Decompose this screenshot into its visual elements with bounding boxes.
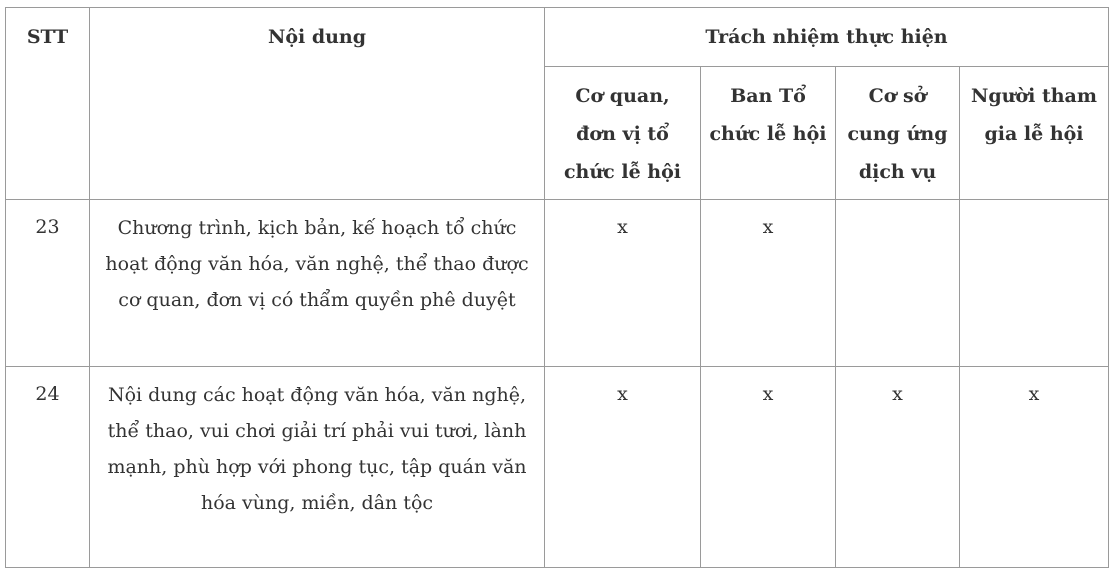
- responsibility-table: [5, 7, 1109, 568]
- mark-organizing-agency: x: [545, 200, 701, 367]
- header-participants: Người tham gia lễ hội: [960, 67, 1109, 200]
- row-stt: 24: [6, 367, 90, 568]
- table-row: [6, 200, 1109, 367]
- header-organizing-agency: Cơ quan, đơn vị tổ chức lễ hội: [545, 67, 701, 200]
- header-row-1: [6, 8, 1109, 67]
- mark-service-provider: x: [836, 367, 960, 568]
- row-content: Nội dung các hoạt động văn hóa, văn nghệ, thể thao, vui chơi giải trí phải vui tươi, lành mạnh, phù hợp với phong tục, tập quán văn hóa vùng, miền, dân tộc: [90, 367, 545, 568]
- mark-organizing-committee: x: [701, 367, 836, 568]
- mark-organizing-committee: x: [701, 200, 836, 367]
- header-content: Nội dung: [90, 8, 545, 200]
- header-organizing-committee: Ban Tổ chức lễ hội: [701, 67, 836, 200]
- mark-participants: x: [960, 367, 1109, 568]
- header-service-provider: Cơ sở cung ứng dịch vụ: [836, 67, 960, 200]
- header-responsibility: Trách nhiệm thực hiện: [545, 8, 1109, 67]
- row-stt: 23: [6, 200, 90, 367]
- mark-organizing-agency: x: [545, 367, 701, 568]
- mark-participants: [960, 200, 1109, 367]
- row-content: Chương trình, kịch bản, kế hoạch tổ chức hoạt động văn hóa, văn nghệ, thể thao được cơ quan, đơn vị có thẩm quyền phê duyệt: [90, 200, 545, 367]
- header-stt: STT: [6, 8, 90, 200]
- table-row: [6, 367, 1109, 568]
- mark-service-provider: [836, 200, 960, 367]
